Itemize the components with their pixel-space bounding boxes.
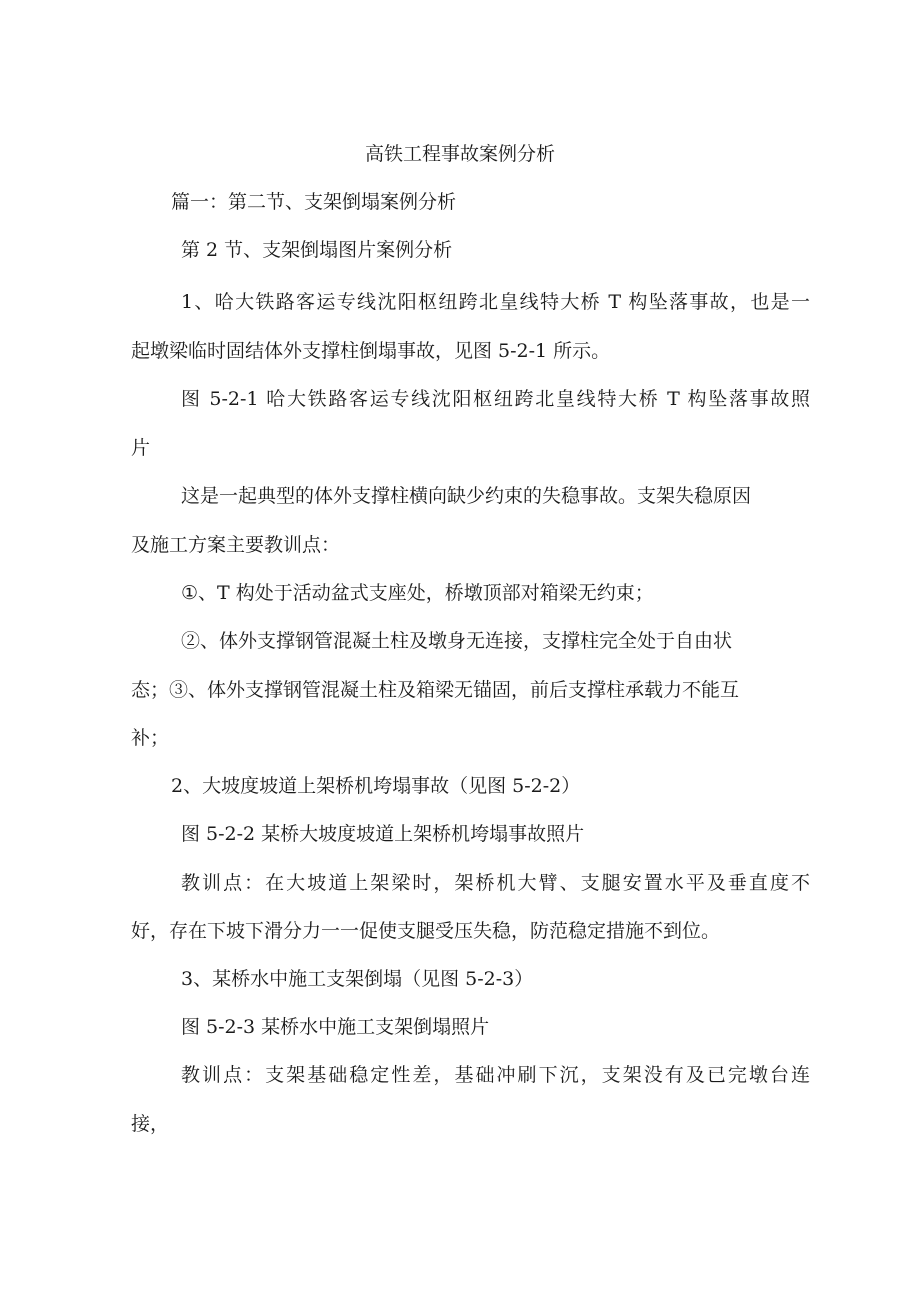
- section-heading: 3、某桥水中施工支架倒塌（见图 5-2-3）: [181, 968, 534, 990]
- list-item: 态；③、体外支撑钢管混凝土柱及箱梁无锚固，前后支撑柱承载力不能互: [131, 679, 740, 701]
- paragraph-line: 教训点：支架基础稳定性差，基础冲刷下沉，支架没有及已完墩台连: [181, 1064, 810, 1086]
- document-title: 高铁工程事故案例分析: [364, 143, 555, 165]
- section-heading: 篇一：第二节、支架倒塌案例分析: [171, 191, 457, 213]
- paragraph-line: 好，存在下坡下滑分力一一促使支腿受压失稳，防范稳定措施不到位。: [131, 920, 721, 942]
- list-item: 补；: [131, 727, 170, 749]
- list-item: ①、T 构处于活动盆式支座处，桥墩顶部对箱梁无约束；: [181, 582, 654, 604]
- paragraph-line: 接，: [131, 1113, 170, 1135]
- paragraph-line: 起墩梁临时固结体外支撑柱倒塌事故，见图 5-2-1 所示。: [131, 340, 611, 362]
- subsection-heading: 第 2 节、支架倒塌图片案例分析: [181, 239, 453, 261]
- section-heading: 2、大坡度坡道上架桥机垮塌事故（见图 5-2-2）: [171, 775, 581, 797]
- figure-caption: 图 5-2-3 某桥水中施工支架倒塌照片: [181, 1016, 490, 1038]
- paragraph-line: 1、哈大铁路客运专线沈阳枢纽跨北皇线特大桥 T 构坠落事故，也是一: [181, 291, 810, 313]
- paragraph-line: 教训点：在大坡道上架梁时，架桥机大臂、支腿安置水平及垂直度不: [181, 872, 810, 894]
- paragraph-line: 及施工方案主要教训点：: [131, 534, 341, 556]
- list-item: ②、体外支撑钢管混凝土柱及墩身无连接，支撑柱完全处于自由状: [181, 630, 733, 652]
- figure-caption: 片: [131, 437, 151, 459]
- figure-caption: 图 5-2-1 哈大铁路客运专线沈阳枢纽跨北皇线特大桥 T 构坠落事故照: [181, 388, 810, 410]
- paragraph-line: 这是一起典型的体外支撑柱横向缺少约束的失稳事故。支架失稳原因: [181, 485, 752, 507]
- figure-caption: 图 5-2-2 某桥大坡度坡道上架桥机垮塌事故照片: [181, 823, 585, 845]
